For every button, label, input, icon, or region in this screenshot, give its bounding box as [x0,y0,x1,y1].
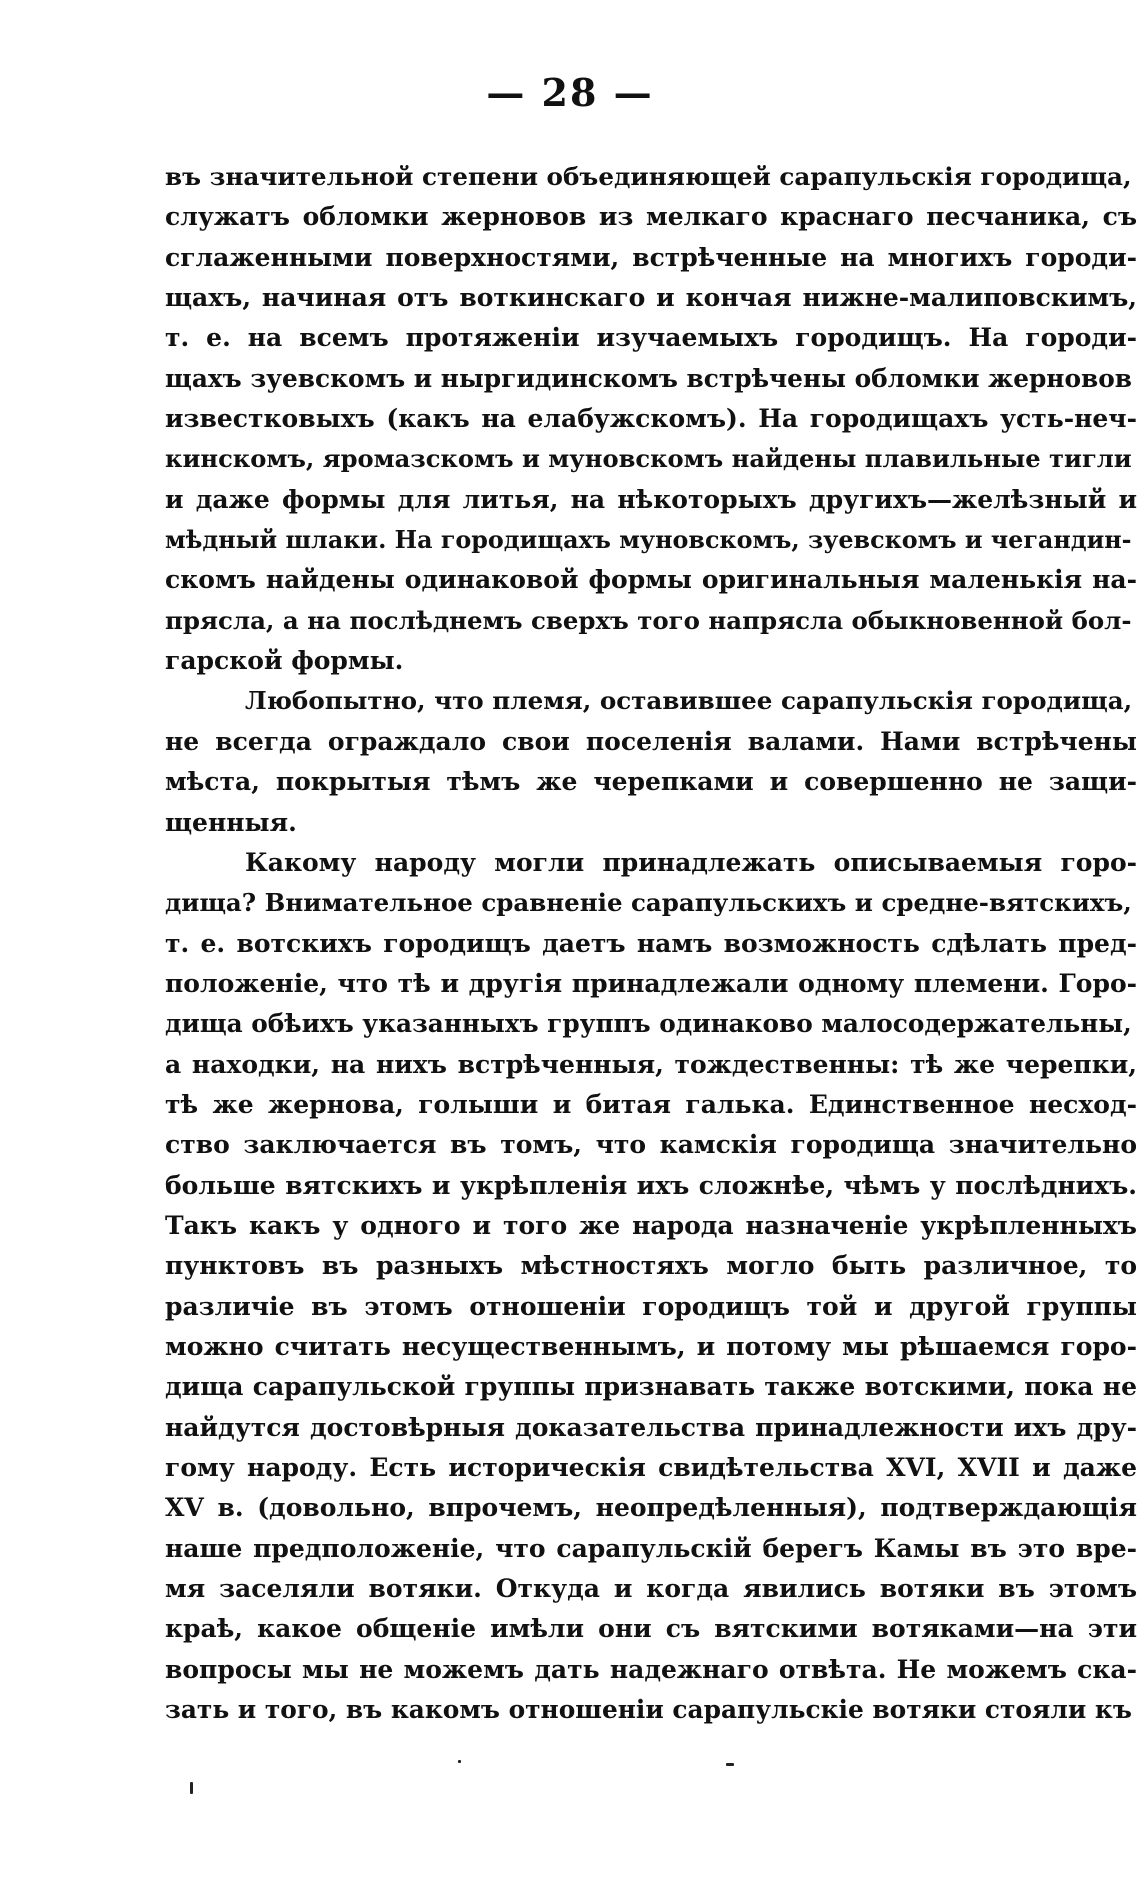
text-line: кинскомъ, яромазскомъ и муновскомъ найдены плавильные тигли [165,444,1132,474]
text-line: щенныя. [165,807,297,837]
text-line: ство заключается въ томъ, что камскія городища значительно [165,1130,1137,1160]
text-line: наше предположеніе, что сарапульскій берегъ Камы въ это вре- [165,1533,1137,1563]
text-line: и даже формы для литья, на нѣкоторыхъ другихъ—желѣзный и [165,484,1137,514]
text-line: больше вятскихъ и укрѣпленія ихъ сложнѣе, чѣмъ у послѣднихъ. [165,1170,1137,1200]
text-line: въ значительной степени объединяющей сарапульскія городища, [165,162,1132,191]
text-line: положеніе, что тѣ и другія принадлежали одному племени. Горо- [165,968,1137,998]
paragraph-start-line: Какому народу могли принадлежать описываемыя горо- [245,847,1137,877]
paragraph-start-line: Любопытно, что племя, оставившее сарапульскія городища, [245,686,1133,716]
text-line: гому народу. Есть историческія свидѣтельства XVI, XVII и даже [165,1453,1137,1482]
body-text [165,157,1137,1730]
text-line: а находки, на нихъ встрѣченныя, тождественны: тѣ же черепки, [165,1049,1137,1079]
text-line: скомъ найдены одинаковой формы оригинальныя маленькія на- [165,565,1137,595]
text-line: различіе въ этомъ отношеніи городищъ той и другой группы [165,1291,1137,1321]
text-line: зать и того, въ какомъ отношеніи сарапульскіе вотяки стояли къ [165,1695,1132,1725]
text-line: можно считать несущественнымъ, и потому мы рѣшаемся горо- [165,1331,1137,1361]
text-line: Такъ какъ у одного и того же народа назначеніе укрѣпленныхъ [165,1210,1137,1240]
text-line: сглаженными поверхностями, встрѣченные на многихъ городи- [165,242,1137,272]
page-number: — 28 — [486,70,654,115]
text-line: пунктовъ въ разныхъ мѣстностяхъ могло быть различное, то [165,1251,1137,1281]
text-line: мѣста, покрытыя тѣмъ же черепками и совершенно не защи- [165,767,1137,797]
text-line: дища обѣихъ указанныхъ группъ одинаково малосодержательны, [165,1009,1132,1039]
text-line: дища сарапульской группы признавать также вотскими, пока не [165,1372,1137,1402]
text-line: тѣ же жернова, голыши и битая галька. Единственное несход- [165,1089,1137,1119]
text-line: вопросы мы не можемъ дать надежнаго отвѣта. Не можемъ ска- [165,1654,1137,1684]
text-line: прясла, а на послѣднемъ сверхъ того напрясла обыкновенной бол- [165,605,1132,635]
text-line: т. е. на всемъ протяженіи изучаемыхъ городищъ. На городи- [165,323,1137,353]
text-line: мя заселяли вотяки. Откуда и когда явились вотяки въ этомъ [165,1574,1137,1604]
print-speck [458,1760,461,1763]
text-line: мѣдный шлаки. На городищахъ муновскомъ, зуевскомъ и чегандин- [165,526,1132,555]
text-line: гарской формы. [165,646,404,676]
print-speck [726,1763,734,1766]
text-line: щахъ, начиная отъ воткинскаго и кончая нижне-малиповскимъ, [165,283,1137,313]
text-line: не всегда ограждало свои поселенія валами. Нами встрѣчены [165,726,1137,756]
text-line: известковыхъ (какъ на елабужскомъ). На городищахъ усть-неч- [165,404,1137,434]
text-line: служатъ обломки жерновов из мелкаго краснаго песчаника, съ [165,202,1137,232]
text-line: щахъ зуевскомъ и ныргидинскомъ встрѣчены обломки жерновов [165,363,1132,393]
text-line: найдутся достовѣрныя доказательства принадлежности ихъ дру- [165,1412,1137,1442]
print-speck [190,1782,193,1794]
text-line: краѣ, какое общеніе имѣли они съ вятскими вотяками—на эти [165,1614,1137,1644]
text-line: XV в. (довольно, впрочемъ, неопредѣленныя), подтверждающія [165,1493,1137,1523]
text-line: дища? Внимательное сравненіе сарапульскихъ и средне-вятскихъ, [165,888,1132,918]
text-line: т. е. вотскихъ городищъ даетъ намъ возможность сдѣлать пред- [165,928,1137,958]
